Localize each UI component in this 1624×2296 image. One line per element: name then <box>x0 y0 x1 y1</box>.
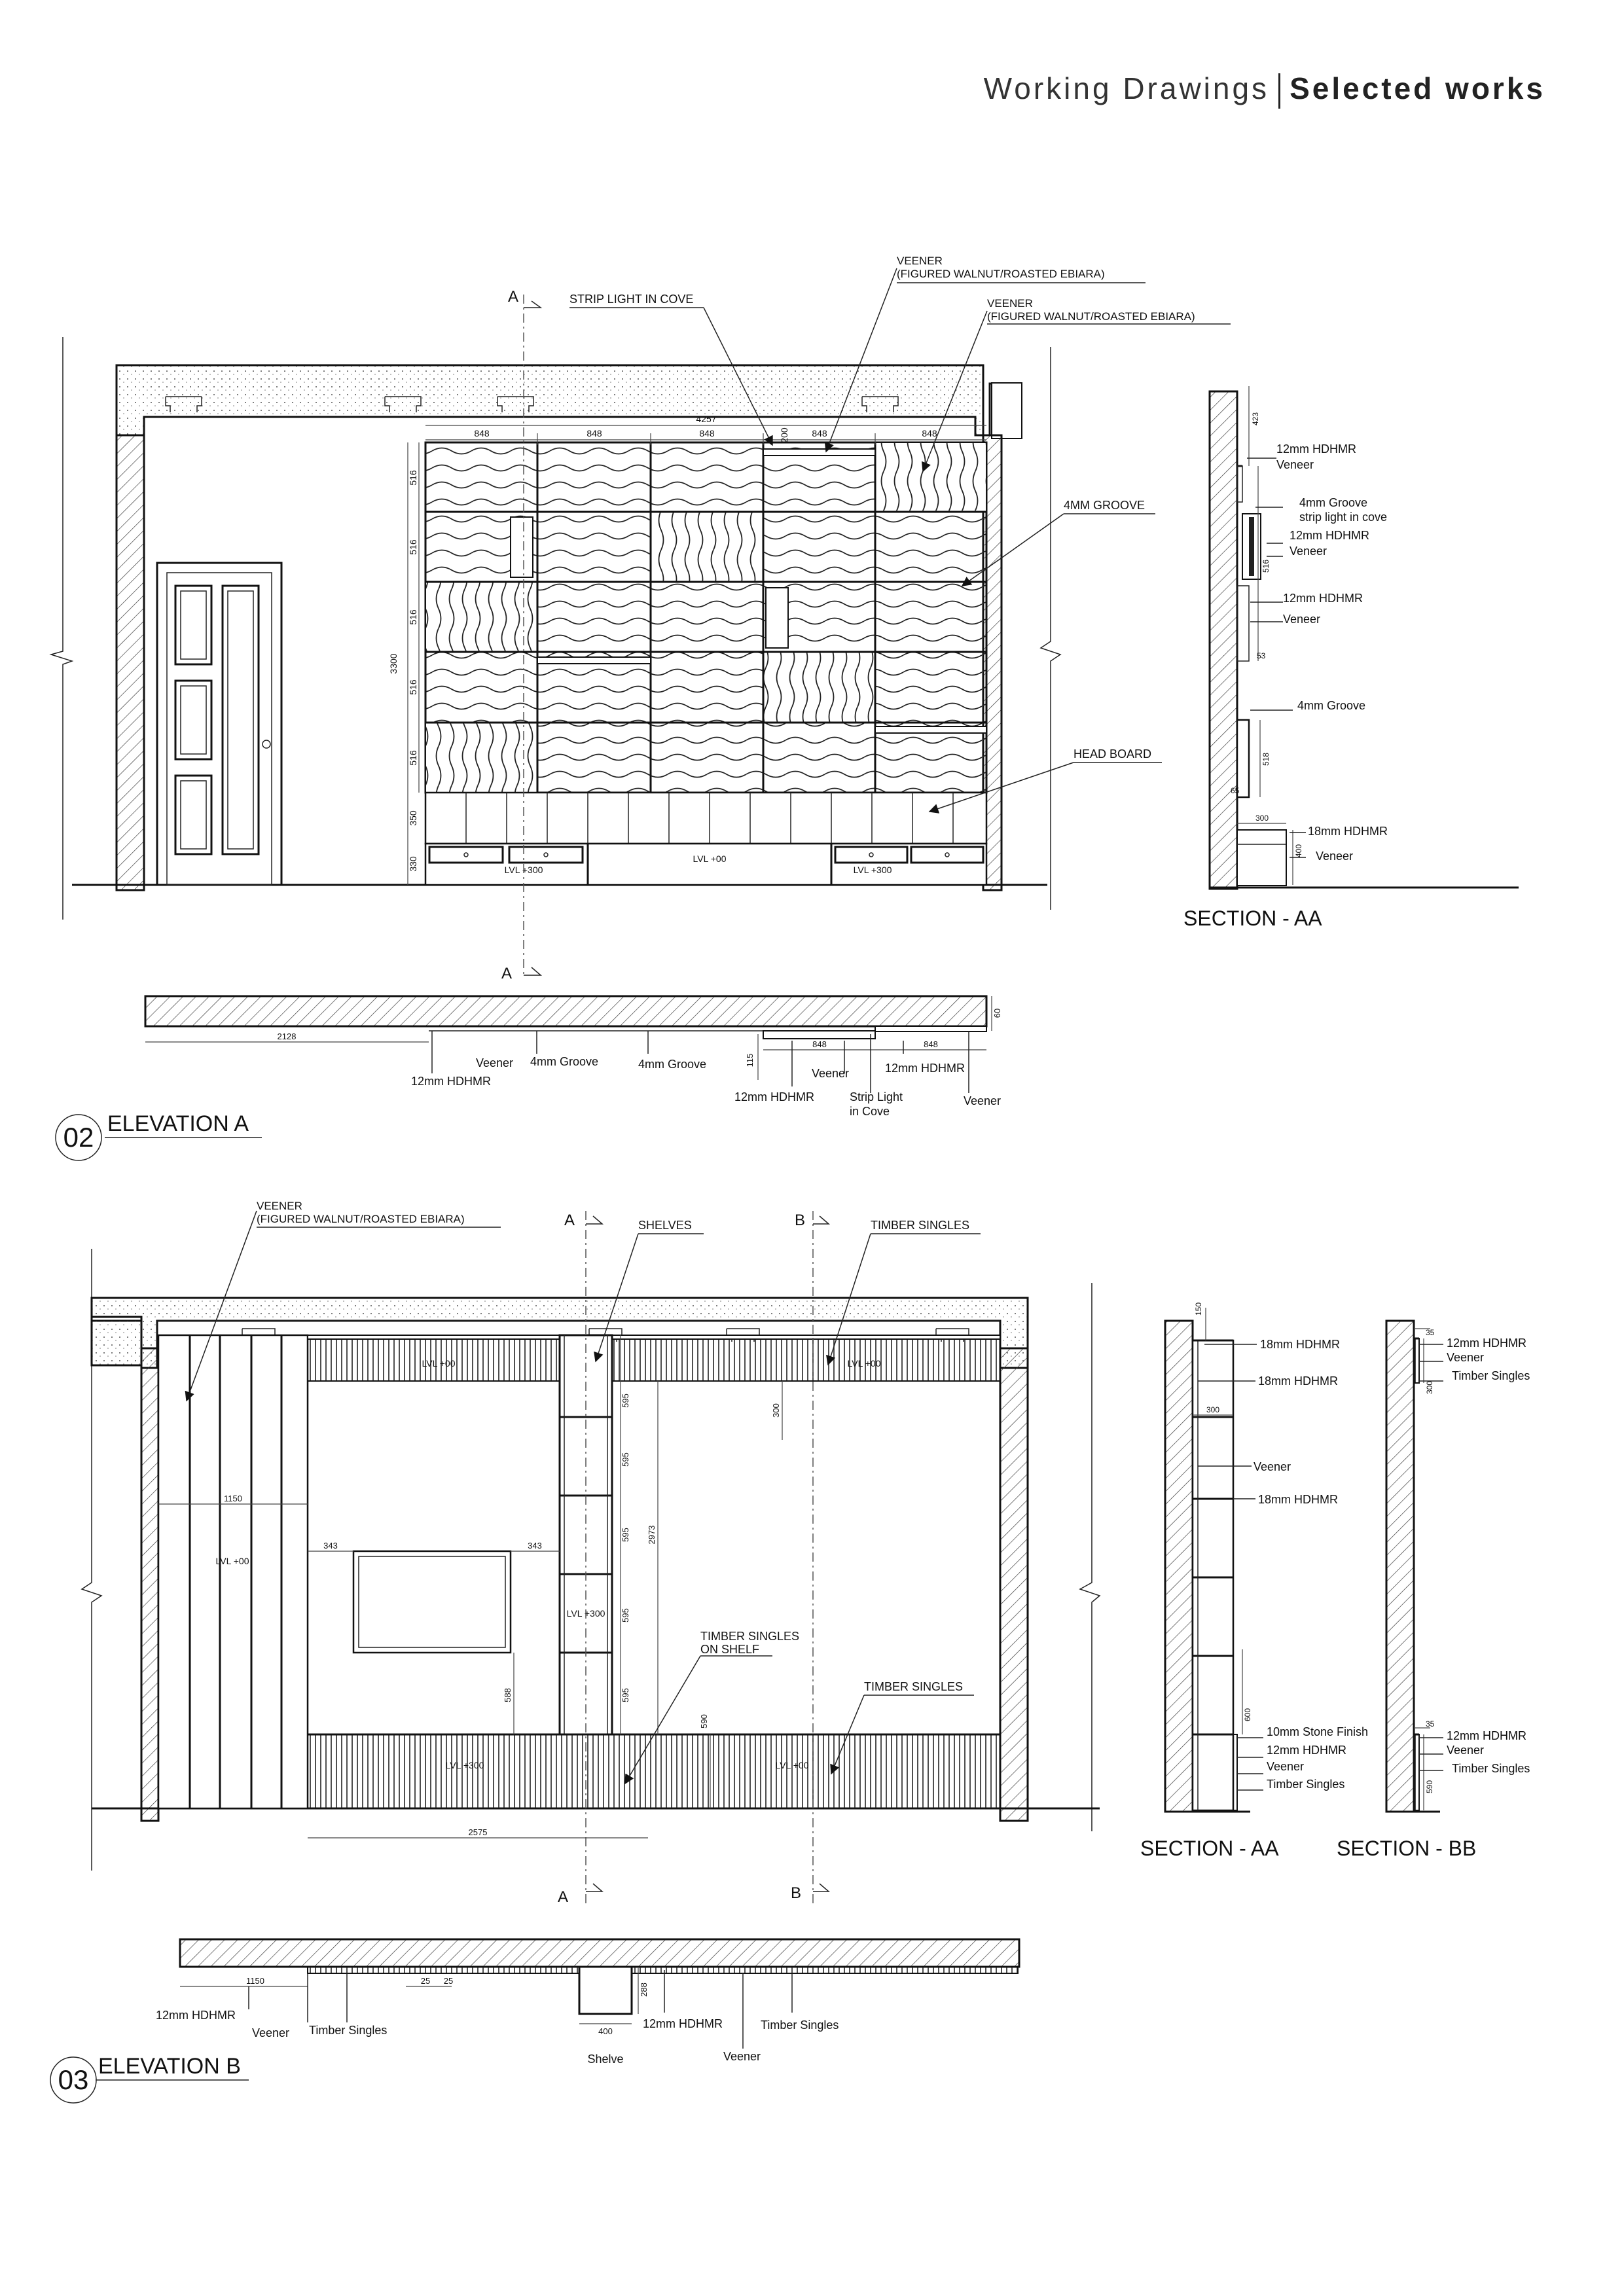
sec-aa1-label-3: 4mm Groove <box>1299 496 1368 509</box>
sec-aa1-label-2: Veneer <box>1276 458 1314 471</box>
wall-left-a <box>117 435 144 890</box>
plan-b-label-veener-1: Veener <box>252 2026 290 2039</box>
callout-b-timber-right: TIMBER SINGLES <box>864 1680 964 1693</box>
sec-aa2-label-6: 12mm HDHMR <box>1267 1744 1347 1757</box>
callout-headboard: HEAD BOARD <box>1074 747 1152 761</box>
break-line-left <box>51 337 72 920</box>
wall-panel-grid-a <box>425 442 986 793</box>
plan-b-dim-1150: 1150 <box>246 1976 264 1986</box>
level-label-b-bottom-right: LVL +00 <box>775 1760 809 1770</box>
section-mark-b-b-top: B <box>795 1211 806 1229</box>
section-mark-b-a-top: A <box>564 1211 575 1229</box>
dim-b-2973: 2973 <box>647 1525 657 1545</box>
sec-aa1-label-5: 12mm HDHMR <box>1290 529 1370 542</box>
callout-b-timber-top: TIMBER SINGLES <box>871 1219 970 1232</box>
plan-b-dim-288: 288 <box>639 1982 649 1997</box>
section-aa-lower-title: SECTION - AA <box>1140 1837 1279 1860</box>
dim-b-343-right: 343 <box>528 1541 542 1551</box>
plan-dim-115: 115 <box>745 1053 755 1067</box>
plan-b-dim-25-a: 25 <box>420 1976 431 1986</box>
plan-dim-848-a: 848 <box>812 1039 827 1049</box>
plan-dim-left-a: 2128 <box>277 1031 297 1041</box>
sec-aa1-label-4: strip light in cove <box>1299 511 1388 524</box>
plan-b-dim-25-b: 25 <box>443 1976 454 1986</box>
dim-b-343-left: 343 <box>323 1541 338 1551</box>
dim-row-height-1: 516 <box>408 470 418 486</box>
section-arrow-b-b-bottom <box>813 1884 829 1892</box>
callout-strip-light: STRIP LIGHT IN COVE <box>569 293 694 306</box>
plan-a-label-hdhmr-1: 12mm HDHMR <box>411 1075 492 1088</box>
elevation-b <box>50 1200 1100 2103</box>
dim-b-shelf-3: 595 <box>621 1528 630 1542</box>
plan-a-label-strip-light: Strip Light <box>850 1090 903 1103</box>
sec-aa1-dim-516: 516 <box>1261 559 1271 573</box>
header-title-light: Working Drawings <box>983 71 1270 105</box>
dim-b-300: 300 <box>771 1403 781 1418</box>
level-label-b-bottom-left: LVL +300 <box>445 1760 484 1770</box>
plan-a-label-veener-1: Veener <box>476 1056 514 1069</box>
dim-headboard-height: 350 <box>408 810 418 826</box>
plan-view-a <box>145 996 992 1093</box>
wall-right-b <box>1000 1348 1028 1821</box>
sec-aa1-dim-518: 518 <box>1261 752 1271 766</box>
dim-b-shelf-2: 595 <box>621 1452 630 1467</box>
dim-b-590: 590 <box>699 1714 709 1729</box>
sec-bb-label-3: Timber Singles <box>1452 1369 1530 1382</box>
sec-bb-label-1: 12mm HDHMR <box>1447 1336 1527 1350</box>
sec-aa1-label-10: 18mm HDHMR <box>1308 825 1388 838</box>
sec-aa1-label-8: Veneer <box>1283 613 1321 626</box>
sec-bb-label-4: 12mm HDHMR <box>1447 1729 1527 1742</box>
tv-frame-b <box>353 1551 511 1653</box>
headboard-a <box>425 793 986 844</box>
section-mark-a-bottom: A <box>501 965 513 982</box>
sec-bb-dim-35-top: 35 <box>1426 1328 1435 1337</box>
drawing-number-a: 02 <box>63 1122 94 1153</box>
plan-b-label-shelve: Shelve <box>587 2053 624 2066</box>
plan-a-label-hdhmr-3: 12mm HDHMR <box>885 1062 965 1075</box>
plan-b-label-timber-2: Timber Singles <box>761 2018 839 2032</box>
dim-overall-width-a: 4257 <box>696 414 717 424</box>
plan-b-dim-400: 400 <box>598 2026 613 2036</box>
section-arrow-b-a-top <box>586 1216 602 1224</box>
drawing-title-b: ELEVATION B <box>98 2054 241 2079</box>
timber-singles-bottom <box>308 1734 1000 1808</box>
ceiling-slab-a <box>117 365 1021 435</box>
sec-aa1-dim-300: 300 <box>1255 814 1269 823</box>
ceiling-beam-a <box>992 383 1022 439</box>
dim-b-shelf-1: 595 <box>621 1393 630 1408</box>
timber-singles-top-right <box>612 1339 1000 1381</box>
dim-panel-width-4: 848 <box>812 428 827 439</box>
plan-dim-60: 60 <box>992 1008 1002 1018</box>
dim-cove-a: 200 <box>779 427 789 443</box>
dim-b-1150: 1150 <box>224 1494 242 1503</box>
sec-aa1-label-11: Veneer <box>1316 850 1354 863</box>
callout-b-timber-shelf-line1: TIMBER SINGLES <box>700 1630 800 1643</box>
break-line-right <box>1041 347 1060 910</box>
section-mark-b-a-bottom: A <box>558 1888 569 1906</box>
sec-aa1-label-7: 12mm HDHMR <box>1283 592 1363 605</box>
drawing-number-b: 03 <box>58 2064 89 2095</box>
dim-panel-width-5: 848 <box>922 428 937 439</box>
sec-bb-label-5: Veener <box>1447 1744 1485 1757</box>
section-aa-lower <box>1165 1308 1263 1812</box>
level-label-a-left: LVL +300 <box>504 865 543 875</box>
plan-a-label-groove-1: 4mm Groove <box>530 1055 599 1068</box>
dim-panel-width-3: 848 <box>699 428 715 439</box>
sec-aa1-dim-423: 423 <box>1251 412 1260 426</box>
dim-b-shelf-4: 595 <box>621 1608 630 1623</box>
sec-aa2-label-4: 18mm HDHMR <box>1258 1493 1339 1506</box>
sec-bb-dim-35-bottom: 35 <box>1426 1719 1435 1729</box>
section-aa-upper-title: SECTION - AA <box>1183 906 1322 930</box>
plan-a-label-groove-2: 4mm Groove <box>638 1058 707 1071</box>
plan-a-label-veener-3: Veener <box>964 1094 1001 1107</box>
section-mark-a-top: A <box>508 288 519 306</box>
level-label-b-top-right: LVL +00 <box>847 1358 881 1369</box>
sec-aa1-dim-65: 65 <box>1231 786 1240 795</box>
level-label-b-left: LVL +00 <box>215 1556 249 1566</box>
sec-aa1-dim-53: 53 <box>1257 651 1266 660</box>
section-bb <box>1386 1321 1443 1812</box>
sec-aa2-label-7: Veener <box>1267 1760 1305 1773</box>
sec-bb-dim-590: 590 <box>1425 1780 1434 1794</box>
sec-aa1-label-6: Veneer <box>1290 545 1327 558</box>
dim-row-height-4: 516 <box>408 679 418 695</box>
dim-b-588: 588 <box>503 1688 513 1702</box>
section-arrow-a-top <box>524 301 541 308</box>
level-label-b-shelf: LVL +300 <box>566 1608 605 1619</box>
sec-aa2-label-1: 18mm HDHMR <box>1260 1338 1341 1351</box>
sec-aa2-label-3: Veener <box>1254 1460 1291 1473</box>
break-line-right-b <box>1080 1283 1100 1831</box>
plan-b-label-hdhmr-2: 12mm HDHMR <box>643 2017 723 2030</box>
sec-bb-label-2: Veener <box>1447 1351 1485 1364</box>
dim-b-shelf-5: 595 <box>621 1688 630 1702</box>
dim-panel-width-1: 848 <box>474 428 490 439</box>
level-label-a-right: LVL +300 <box>853 865 892 875</box>
plan-dim-848-b: 848 <box>924 1039 938 1049</box>
callout-veneer-1-line2: (FIGURED WALNUT/ROASTED EBIARA) <box>897 268 1105 280</box>
sec-aa2-label-8: Timber Singles <box>1267 1778 1345 1791</box>
elevation-a <box>51 255 1231 1160</box>
section-arrow-b-b-top <box>813 1216 829 1224</box>
wall-left-b <box>141 1348 158 1821</box>
sec-aa1-dim-400: 400 <box>1294 844 1303 858</box>
callout-4mm-groove: 4MM GROOVE <box>1064 499 1146 512</box>
sec-aa1-label-9: 4mm Groove <box>1297 699 1366 712</box>
plan-b-label-hdhmr-1: 12mm HDHMR <box>156 2009 236 2022</box>
callout-veneer-2-line1: VEENER <box>987 297 1033 310</box>
sec-aa2-dim-300: 300 <box>1206 1405 1220 1414</box>
ceiling-beam-b <box>92 1317 141 1365</box>
section-mark-b-b-bottom: B <box>791 1884 802 1902</box>
drawing-title-a: ELEVATION A <box>107 1111 249 1136</box>
dim-panel-width-2: 848 <box>586 428 602 439</box>
door-a <box>157 563 281 885</box>
callout-b-veneer-line1: VEENER <box>257 1200 302 1212</box>
veneer-panels-b <box>158 1335 308 1808</box>
dim-row-height-2: 516 <box>408 539 418 555</box>
sec-aa2-dim-600: 600 <box>1243 1708 1252 1722</box>
dim-height-a: 3300 <box>388 653 399 674</box>
dim-row-height-3: 516 <box>408 609 418 625</box>
plan-b-label-veener-2: Veener <box>723 2050 761 2063</box>
callout-b-shelves: SHELVES <box>638 1219 692 1232</box>
section-arrow-b-a-bottom <box>586 1884 602 1892</box>
plan-a-label-veener-2: Veener <box>812 1067 850 1080</box>
sec-aa1-label-1: 12mm HDHMR <box>1276 442 1357 456</box>
plan-a-label-hdhmr-2: 12mm HDHMR <box>734 1090 815 1103</box>
plan-a-label-in-cove: in Cove <box>850 1105 890 1118</box>
sec-aa2-dim-150: 150 <box>1194 1302 1203 1316</box>
sec-bb-dim-300: 300 <box>1425 1380 1434 1395</box>
plan-b-label-timber-1: Timber Singles <box>309 2024 388 2037</box>
section-arrow-a-bottom <box>524 967 541 975</box>
sec-aa2-label-2: 18mm HDHMR <box>1258 1374 1339 1388</box>
sec-bb-label-6: Timber Singles <box>1452 1762 1530 1775</box>
callout-b-veneer-line2: (FIGURED WALNUT/ROASTED EBIARA) <box>257 1213 465 1225</box>
header-title-bold: Selected works <box>1290 71 1545 105</box>
callout-veneer-2-line2: (FIGURED WALNUT/ROASTED EBIARA) <box>987 310 1195 323</box>
dim-base-height: 330 <box>408 856 418 872</box>
dim-row-height-5: 516 <box>408 750 418 766</box>
dim-b-2575: 2575 <box>468 1827 488 1837</box>
level-label-a-center: LVL +00 <box>693 853 727 864</box>
level-label-b-top-left: LVL +00 <box>422 1358 456 1369</box>
sec-aa2-label-5: 10mm Stone Finish <box>1267 1725 1369 1738</box>
callout-b-timber-shelf-line2: ON SHELF <box>700 1643 760 1656</box>
callout-veneer-1-line1: VEENER <box>897 255 943 267</box>
section-bb-title: SECTION - BB <box>1337 1837 1477 1860</box>
